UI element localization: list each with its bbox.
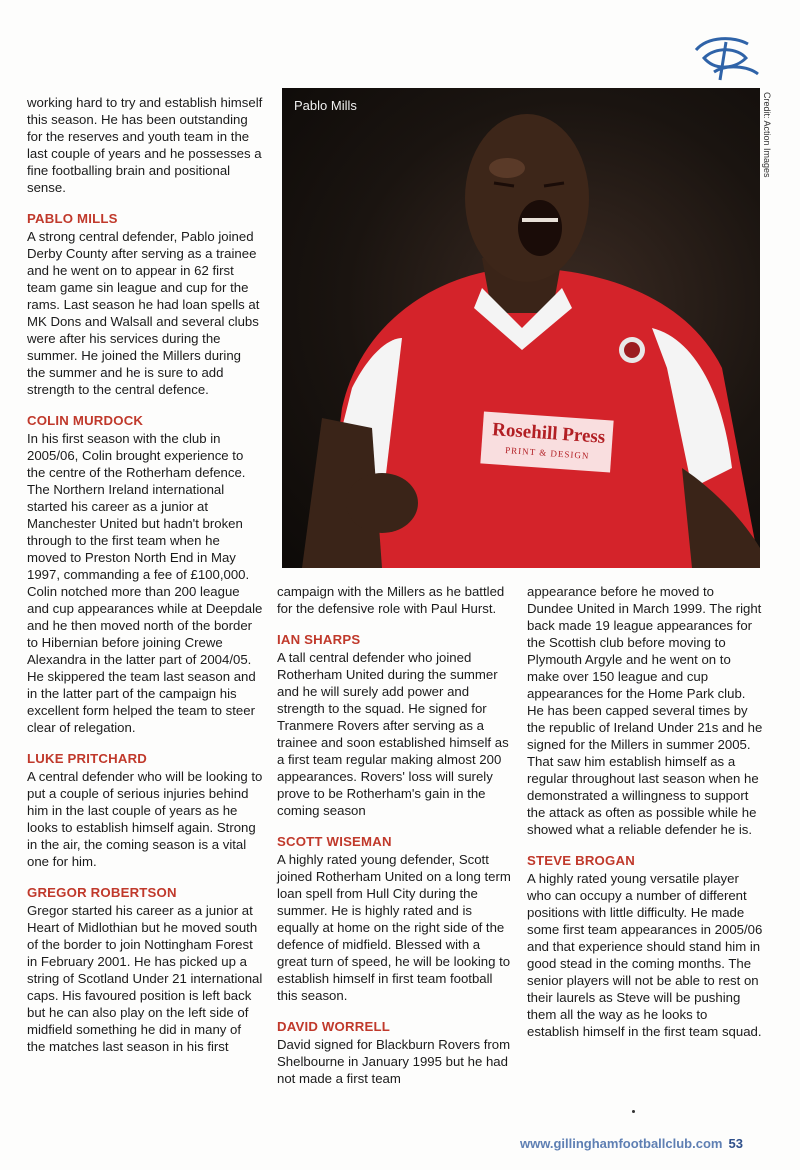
column-3-intro: appearance before he moved to Dundee United in March 1999. The right back made 19 league appearances for the Scottish club before moving to Plymouth Argyle and he went on to make over 150 league and cup appearances for the Home Park club. He has been capped several times by the republic of Ireland Under 21s and he signed for the Millers in summer 2005. [527, 584, 763, 752]
column-3 [527, 583, 763, 1040]
section-heading: STEVE BROGAN [527, 853, 635, 868]
shirt-sponsor-sub: PRINT & DESIGN [504, 445, 590, 461]
section-heading: LUKE PRITCHARD [27, 751, 148, 766]
player-photo [282, 88, 760, 568]
gfc-logo-icon [686, 28, 766, 88]
section-heading: DAVID WORRELL [277, 1019, 390, 1034]
page-number: 53 [728, 1136, 743, 1151]
section-heading: PABLO MILLS [27, 211, 118, 226]
photo-caption: Pablo Mills [294, 98, 357, 113]
section-body: In his first season with the club in 2005/06, Colin brought experience to the centre of the Rotherham defence. The Northern Ireland international started his career as a junior at Manchester United but hadn't broken through to the first team when he moved to Preston North End in May 1997, commanding a fee of £100,000. Colin notched more than 200 league and cup appearances while at Deepdale and he then moved north of the border to Hibernian before joining Crewe Alexandra in the latter part of 2004/05. He skippered the team last season and in the latter part of the campaign his excellent form helped the team to steer clear of relegation. [27, 431, 263, 735]
player-illustration [282, 88, 760, 568]
section-heading: COLIN MURDOCK [27, 413, 144, 428]
column-3-intro-2: That saw him establish himself as a regular throughout last season when he demonstrated a willingness to support the attack as often as possible while he showed what a reliable defender he is. [527, 754, 759, 837]
section-body: A central defender who will be looking to put a couple of serious injuries behind him in the last couple of years as he looks to establish himself again. Strong in the air, the coming season is a vital one for him. [27, 769, 263, 869]
section-heading: GREGOR ROBERTSON [27, 885, 177, 900]
section-heading: SCOTT WISEMAN [277, 834, 392, 849]
shirt-sponsor: Rosehill Press [491, 419, 606, 448]
section-body: A highly rated young versatile player who can occupy a number of different positions with little difficulty. He made some first team appearances in 2005/06 and that experience should stand him in good stead in the coming months. The senior players will not be able to rest on their laurels as Steve will be pushing them all the way as he looks to establish himself in the first team squad. [527, 871, 763, 1039]
column-2 [277, 583, 513, 1087]
column-2-intro: campaign with the Millers as he battled for the defensive role with Paul Hurst. [277, 584, 505, 616]
section-body: A tall central defender who joined Rotherham United during the summer and he will surely add power and strength to the squad. He signed for Tranmere Rovers after serving as a trainee and soon established himself as a first team regular making almost 200 appearances. Rovers' loss will surely prove to be Rotherham's gain in the coming season [277, 650, 509, 818]
page-footer [520, 1136, 743, 1151]
photo-credit: Credit: Action Images [762, 92, 772, 178]
print-speck [632, 1110, 635, 1113]
section-body: Gregor started his career as a junior at Heart of Midlothian but he moved south of the border to join Nottingham Forest in February 2001. He has picked up a string of Scotland Under 21 international caps. His favoured position is left back but he can also play on the left side of midfield something he did in many of the matches last season in his first [27, 903, 263, 1054]
section-body: A strong central defender, Pablo joined Derby County after serving as a trainee and he went on to appear in 62 first team game sin league and cup for the rams. Last season he had loan spells at MK Dons and Walsall and several clubs were after his services during the summer. He joined the Millers during the summer and he is sure to add strength to the central defence. [27, 229, 260, 397]
section-body: A highly rated young defender, Scott joined Rotherham United on a long term loan spell from Hull City during the summer. He is highly rated and is equally at home on the right side of the defence of midfield. Blessed with a great turn of speed, he will be looking to establish himself in first team football this season. [277, 852, 511, 1003]
column-1-intro: working hard to try and establish himself this season. He has been outstanding for the reserves and youth team in the last couple of years and he possesses a fine footballing brain and positional sense. [27, 95, 263, 195]
footer-url[interactable]: www.gillinghamfootballclub.com [520, 1136, 723, 1151]
column-1 [27, 94, 263, 1055]
section-body: David signed for Blackburn Rovers from Shelbourne in January 1995 but he had not made a first team [277, 1037, 511, 1086]
section-heading: IAN SHARPS [277, 632, 361, 647]
